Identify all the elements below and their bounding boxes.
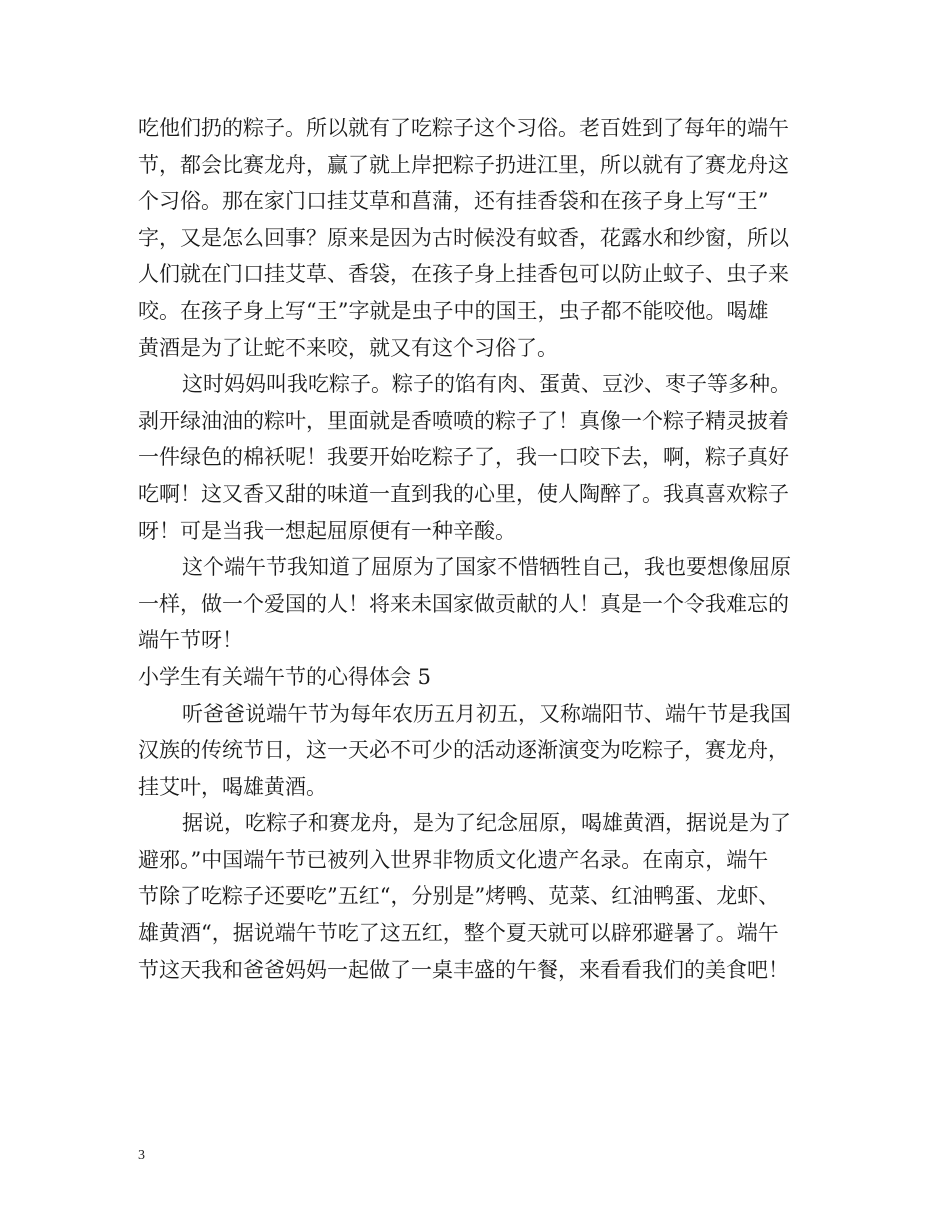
text-line: 剥开绿油油的粽叶，里面就是香喷喷的粽子了！真像一个粽子精灵披着 [138, 408, 789, 433]
document-body [138, 110, 818, 988]
text-line: 听爸爸说端午节为每年农历五月初五，又称端阳节、端午节是我国 [182, 701, 791, 726]
text-line: 这个端午节我知道了屈原为了国家不惜牺牲自己，我也要想像屈原 [182, 555, 791, 580]
text-line: 吃啊！这又香又甜的味道一直到我的心里，使人陶醉了。我真喜欢粽子 [138, 481, 789, 506]
page-number: 3 [138, 1148, 145, 1163]
text-line: 个习俗。那在家门口挂艾草和菖蒲，还有挂香袋和在孩子身上写“王” [138, 189, 769, 214]
text-line: 节，都会比赛龙舟，赢了就上岸把粽子扔进江里，所以就有了赛龙舟这 [138, 152, 789, 177]
section-heading [138, 659, 818, 696]
text-line: 避邪。”中国端午节已被列入世界非物质文化遗产名录。在南京，端午 [138, 847, 769, 872]
heading-text: 小学生有关端午节的心得体会 5 [138, 664, 432, 689]
text-line: 呀！可是当我一想起屈原便有一种辛酸。 [138, 518, 516, 543]
paragraph [138, 696, 818, 806]
text-line: 黄酒是为了让蛇不来咬，就又有这个习俗了。 [138, 335, 558, 360]
text-line: 吃他们扔的粽子。所以就有了吃粽子这个习俗。老百姓到了每年的端午 [138, 116, 789, 140]
text-line: 咬。在孩子身上写“王”字就是虫子中的国王，虫子都不能咬他。喝雄 [138, 298, 769, 323]
text-line: 节除了吃粽子还要吃”五红“，分别是”烤鸭、苋菜、红油鸭蛋、龙虾、 [138, 884, 780, 909]
text-line: 据说，吃粽子和赛龙舟，是为了纪念屈原，喝雄黄酒，据说是为了 [182, 811, 791, 836]
paragraph [138, 110, 818, 366]
text-line: 挂艾叶，喝雄黄酒。 [138, 774, 327, 799]
text-line: 节这天我和爸爸妈妈一起做了一桌丰盛的午餐，来看看我们的美食吧！ [138, 957, 789, 982]
paragraph [138, 366, 818, 549]
text-line: 端午节呀！ [138, 628, 243, 653]
text-line: 一样，做一个爱国的人！将来未国家做贡献的人！真是一个令我难忘的 [138, 591, 789, 616]
text-line: 人们就在门口挂艾草、香袋，在孩子身上挂香包可以防止蚊子、虫子来 [138, 262, 789, 287]
text-line: 雄黄酒“，据说端午节吃了这五红，整个夏天就可以辟邪避暑了。端午 [138, 921, 779, 946]
text-line: 一件绿色的棉袄呢！我要开始吃粽子了，我一口咬下去，啊，粽子真好 [138, 445, 789, 470]
text-line: 这时妈妈叫我吃粽子。粽子的馅有肉、蛋黄、豆沙、枣子等多种。 [182, 372, 791, 397]
text-line: 汉族的传统节日，这一天必不可少的活动逐渐演变为吃粽子，赛龙舟， [138, 738, 789, 763]
paragraph [138, 805, 818, 988]
text-line: 字，又是怎么回事？原来是因为古时候没有蚊香，花露水和纱窗，所以 [138, 225, 789, 250]
paragraph [138, 549, 818, 659]
